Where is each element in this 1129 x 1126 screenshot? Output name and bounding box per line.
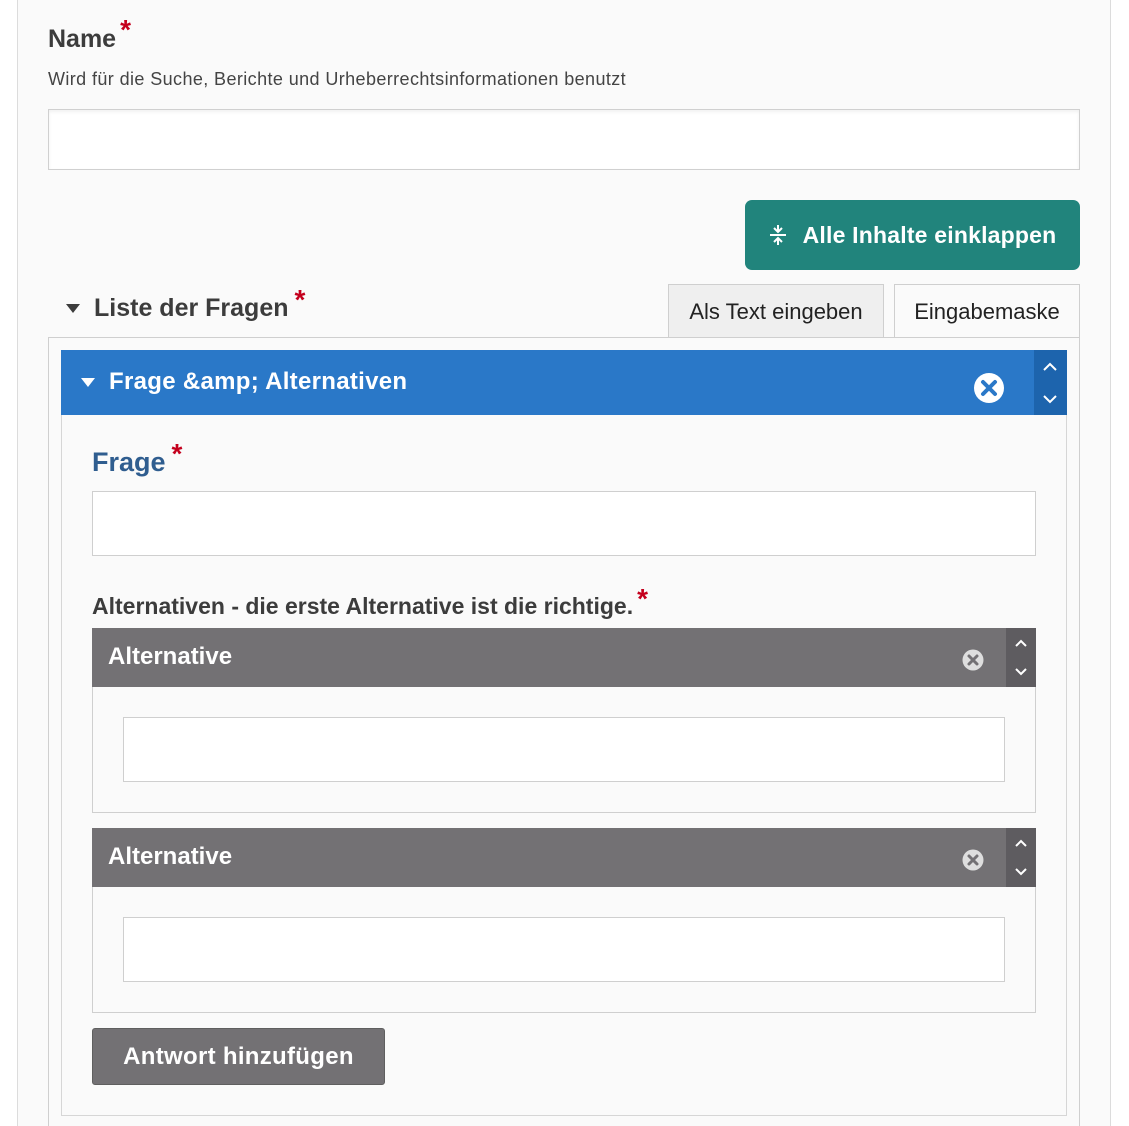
tab-text-input[interactable]: Als Text eingeben: [668, 284, 884, 338]
move-down-icon[interactable]: [1013, 667, 1029, 677]
name-input[interactable]: [48, 109, 1080, 170]
alternatives-label: [92, 583, 648, 621]
move-up-icon[interactable]: [1013, 638, 1029, 648]
add-answer-button[interactable]: Antwort hinzufügen: [92, 1028, 385, 1085]
question-label-text: Frage: [92, 447, 166, 477]
alternative-title: Alternative: [108, 643, 233, 670]
required-mark: *: [294, 284, 306, 315]
required-mark: *: [637, 583, 648, 614]
alternative-title: Alternative: [108, 843, 233, 870]
collapse-icon: [769, 224, 787, 246]
name-label-text: Name: [48, 25, 117, 53]
required-mark: *: [120, 14, 131, 45]
question-label: [92, 438, 183, 478]
questions-list-toggle[interactable]: [66, 284, 306, 324]
alternative-order-controls: [1006, 828, 1036, 887]
alternative-header[interactable]: [92, 828, 1036, 887]
question-input[interactable]: [92, 491, 1036, 556]
alternative-item: [92, 828, 1036, 1013]
question-order-controls: [1034, 350, 1067, 415]
name-description: Wird für die Suche, Berichte und Urheberrechtsinformationen benutzt: [48, 69, 627, 89]
remove-question-icon[interactable]: [973, 372, 1005, 404]
alternative-input[interactable]: [123, 717, 1005, 782]
move-up-icon[interactable]: [1013, 838, 1029, 848]
collapse-all-button[interactable]: [745, 200, 1080, 270]
remove-alternative-icon[interactable]: [962, 649, 984, 671]
required-mark: *: [171, 438, 183, 469]
questions-list-label: Liste der Fragen: [94, 293, 289, 322]
move-up-icon[interactable]: [1042, 362, 1058, 372]
alternative-item: [92, 628, 1036, 813]
caret-down-icon: [66, 304, 80, 313]
alternative-order-controls: [1006, 628, 1036, 687]
alternative-header[interactable]: [92, 628, 1036, 687]
form-container: [17, 0, 1111, 1126]
move-down-icon[interactable]: [1042, 394, 1058, 404]
alternative-input[interactable]: [123, 917, 1005, 982]
name-label: [48, 14, 131, 54]
remove-alternative-icon[interactable]: [962, 849, 984, 871]
question-group-title: Frage &amp; Alternativen: [109, 368, 408, 395]
question-group-header[interactable]: [61, 350, 1067, 415]
caret-down-icon: [81, 378, 95, 387]
tab-input-form[interactable]: Eingabemaske: [894, 284, 1080, 339]
collapse-all-label: Alle Inhalte einklappen: [802, 221, 1057, 248]
alternatives-label-text: Alternativen - die erste Alternative ist die richtige.: [92, 593, 634, 619]
move-down-icon[interactable]: [1013, 867, 1029, 877]
